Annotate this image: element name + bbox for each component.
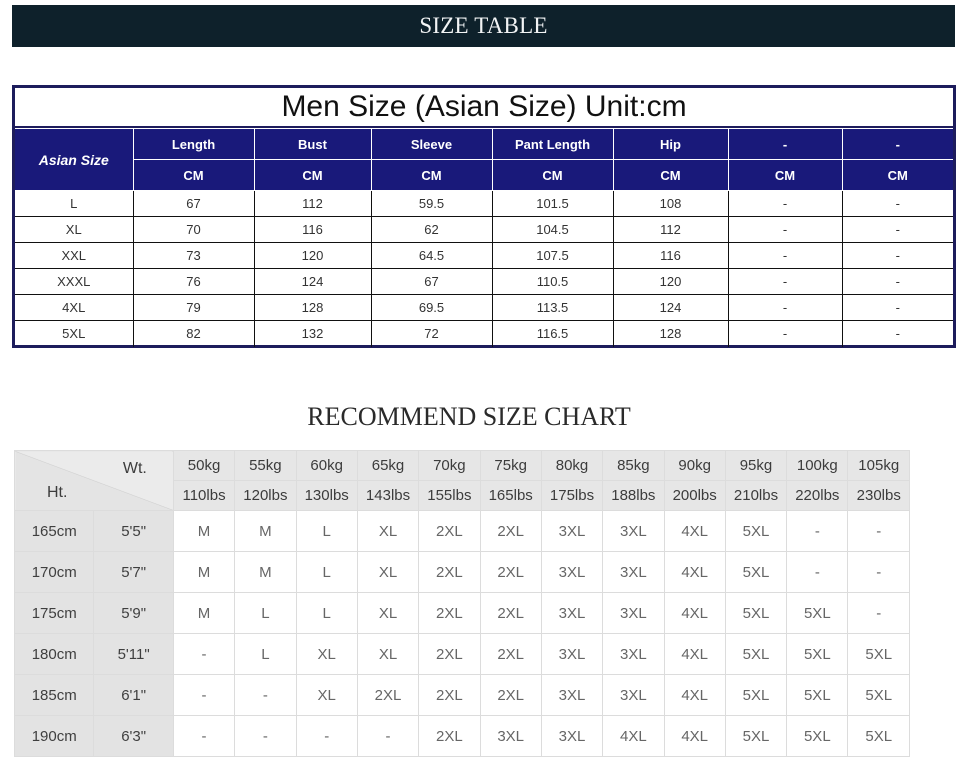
height-cm-cell: 170cm [15, 552, 94, 593]
weight-kg-header: 55kg [235, 451, 296, 481]
men-size-table [12, 85, 956, 348]
measurement-cell: - [842, 269, 953, 295]
height-ft-cell: 6'1" [94, 675, 173, 716]
recommended-size-cell: 3XL [541, 593, 602, 634]
recommended-size-cell: 3XL [541, 552, 602, 593]
size-label-cell: 4XL [15, 295, 133, 321]
recommended-size-cell: 5XL [848, 716, 910, 757]
recommended-size-cell: XL [357, 511, 418, 552]
recommended-size-cell: - [357, 716, 418, 757]
measurement-cell: - [728, 217, 842, 243]
measurement-cell: 108 [613, 191, 728, 217]
recommended-size-cell: 5XL [848, 675, 910, 716]
recommended-size-cell: 2XL [419, 511, 480, 552]
measurement-cell: - [728, 269, 842, 295]
weight-lbs-header: 175lbs [541, 481, 602, 511]
weight-kg-header: 85kg [603, 451, 664, 481]
recommended-size-cell: - [848, 593, 910, 634]
table-row [15, 321, 953, 347]
measurement-cell: 124 [254, 269, 371, 295]
recommended-size-cell: 3XL [603, 552, 664, 593]
measurement-cell: 67 [371, 269, 492, 295]
table-row [15, 634, 910, 675]
column-header-sleeve: Sleeve [371, 129, 492, 160]
measurement-cell: 128 [613, 321, 728, 347]
table-row [15, 269, 953, 295]
recommended-size-cell: L [296, 552, 357, 593]
recommended-size-cell: 5XL [725, 675, 786, 716]
recommended-size-cell: 5XL [787, 593, 848, 634]
weight-kg-header: 80kg [541, 451, 602, 481]
weight-lbs-header: 210lbs [725, 481, 786, 511]
measurement-cell: - [842, 191, 953, 217]
recommend-chart-title: RECOMMEND SIZE CHART [307, 402, 631, 431]
size-table-banner [12, 5, 955, 47]
weight-axis-label: Wt. [122, 460, 147, 477]
measurement-cell: 128 [254, 295, 371, 321]
recommended-size-cell: - [173, 634, 234, 675]
recommended-size-cell: XL [296, 675, 357, 716]
column-header-pant-length: Pant Length [492, 129, 613, 160]
recommended-size-cell: - [787, 552, 848, 593]
measurement-cell: - [842, 217, 953, 243]
recommended-size-cell: 5XL [787, 634, 848, 675]
recommended-size-cell: 3XL [541, 675, 602, 716]
recommended-size-cell: 2XL [419, 634, 480, 675]
measurement-cell: - [842, 321, 953, 347]
height-axis-label: Ht. [47, 484, 68, 501]
weight-kg-header: 90kg [664, 451, 725, 481]
recommended-size-cell: 5XL [725, 716, 786, 757]
unit-label: CM [728, 160, 842, 191]
weight-lbs-header: 230lbs [848, 481, 910, 511]
measurement-cell: 120 [254, 243, 371, 269]
table-row [15, 716, 910, 757]
measurement-cell: 107.5 [492, 243, 613, 269]
unit-label: CM [133, 160, 254, 191]
weight-lbs-header: 143lbs [357, 481, 418, 511]
unit-label: CM [613, 160, 728, 191]
recommend-size-chart [14, 450, 910, 757]
recommended-size-cell: 5XL [787, 675, 848, 716]
weight-kg-header: 70kg [419, 451, 480, 481]
measurement-cell: - [728, 191, 842, 217]
column-header-asian-size: Asian Size [15, 129, 133, 191]
recommended-size-cell: 4XL [664, 634, 725, 675]
recommended-size-cell: M [235, 511, 296, 552]
recommended-size-cell: 2XL [419, 593, 480, 634]
table-row [15, 511, 910, 552]
height-cm-cell: 190cm [15, 716, 94, 757]
height-cm-cell: 165cm [15, 511, 94, 552]
recommended-size-cell: 2XL [480, 593, 541, 634]
size-label-cell: L [15, 191, 133, 217]
measurement-cell: 124 [613, 295, 728, 321]
recommended-size-cell: 2XL [480, 634, 541, 675]
recommended-size-cell: 3XL [603, 634, 664, 675]
table-row [15, 675, 910, 716]
weight-kg-header: 95kg [725, 451, 786, 481]
measurement-cell: 101.5 [492, 191, 613, 217]
weight-lbs-header: 165lbs [480, 481, 541, 511]
recommended-size-cell: M [235, 552, 296, 593]
recommended-size-cell: XL [357, 552, 418, 593]
measurement-cell: - [728, 243, 842, 269]
banner-title: SIZE TABLE [419, 13, 548, 38]
column-header-hip: Hip [613, 129, 728, 160]
weight-kg-header: 100kg [787, 451, 848, 481]
measurement-cell: 120 [613, 269, 728, 295]
height-cm-cell: 175cm [15, 593, 94, 634]
recommended-size-cell: 3XL [541, 511, 602, 552]
column-header-length: Length [133, 129, 254, 160]
measurement-cell: 62 [371, 217, 492, 243]
header-row-units [15, 160, 953, 191]
measurement-cell: 112 [254, 191, 371, 217]
measurement-cell: 132 [254, 321, 371, 347]
measurement-table [15, 128, 953, 347]
recommended-size-cell: 2XL [480, 511, 541, 552]
recommended-size-cell: 5XL [787, 716, 848, 757]
size-label-cell: XXXL [15, 269, 133, 295]
recommended-size-cell: M [173, 511, 234, 552]
measurement-cell: 70 [133, 217, 254, 243]
recommended-size-cell: XL [296, 634, 357, 675]
measurement-cell: 116 [613, 243, 728, 269]
height-cm-cell: 180cm [15, 634, 94, 675]
measurement-cell: 116.5 [492, 321, 613, 347]
measurement-cell: 72 [371, 321, 492, 347]
recommended-size-cell: M [173, 552, 234, 593]
unit-label: CM [254, 160, 371, 191]
recommended-size-cell: 3XL [541, 716, 602, 757]
recommended-size-cell: L [235, 634, 296, 675]
recommended-size-cell: 3XL [541, 634, 602, 675]
recommended-size-cell: 2XL [480, 675, 541, 716]
unit-label: CM [492, 160, 613, 191]
height-cm-cell: 185cm [15, 675, 94, 716]
recommended-size-cell: 2XL [480, 552, 541, 593]
recommended-size-cell: 5XL [848, 634, 910, 675]
recommended-size-cell: 3XL [603, 675, 664, 716]
recommended-size-cell: 2XL [357, 675, 418, 716]
men-size-table-title: Men Size (Asian Size) Unit:cm [15, 88, 953, 128]
recommended-size-cell: 2XL [419, 552, 480, 593]
recommended-size-cell: 5XL [725, 511, 786, 552]
measurement-cell: 67 [133, 191, 254, 217]
measurement-cell: - [728, 295, 842, 321]
measurement-cell: 110.5 [492, 269, 613, 295]
weight-kg-header: 75kg [480, 451, 541, 481]
size-label-cell: 5XL [15, 321, 133, 347]
recommended-size-cell: L [235, 593, 296, 634]
recommended-size-cell: 4XL [664, 675, 725, 716]
measurement-cell: 69.5 [371, 295, 492, 321]
height-ft-cell: 5'7" [94, 552, 173, 593]
recommended-size-cell: 2XL [419, 675, 480, 716]
recommended-size-cell: L [296, 511, 357, 552]
measurement-cell: 64.5 [371, 243, 492, 269]
size-label-cell: XXL [15, 243, 133, 269]
measurement-cell: 79 [133, 295, 254, 321]
measurement-cell: 73 [133, 243, 254, 269]
measurement-cell: 76 [133, 269, 254, 295]
measurement-cell: 112 [613, 217, 728, 243]
measurement-cell: 113.5 [492, 295, 613, 321]
table-row [15, 191, 953, 217]
recommended-size-cell: XL [357, 593, 418, 634]
measurement-cell: - [842, 295, 953, 321]
size-label-cell: XL [15, 217, 133, 243]
weight-kg-header: 65kg [357, 451, 418, 481]
weight-lbs-header: 120lbs [235, 481, 296, 511]
column-header-blank-1: - [728, 129, 842, 160]
recommended-size-cell: XL [357, 634, 418, 675]
measurement-cell: 116 [254, 217, 371, 243]
weight-kg-header: 60kg [296, 451, 357, 481]
measurement-cell: - [728, 321, 842, 347]
height-ft-cell: 5'9" [94, 593, 173, 634]
table-row [15, 217, 953, 243]
unit-label: CM [842, 160, 953, 191]
recommended-size-cell: - [787, 511, 848, 552]
recommended-size-cell: - [235, 716, 296, 757]
measurement-cell: 104.5 [492, 217, 613, 243]
height-ft-cell: 6'3" [94, 716, 173, 757]
recommended-size-cell: - [296, 716, 357, 757]
recommended-size-cell: 3XL [603, 511, 664, 552]
recommended-size-cell: 4XL [664, 552, 725, 593]
header-row-labels [15, 129, 953, 160]
weight-lbs-header: 155lbs [419, 481, 480, 511]
recommended-size-cell: 4XL [664, 716, 725, 757]
height-ft-cell: 5'5" [94, 511, 173, 552]
recommended-size-cell: 4XL [664, 593, 725, 634]
measurement-cell: - [842, 243, 953, 269]
measurement-cell: 82 [133, 321, 254, 347]
height-weight-corner [15, 451, 174, 511]
recommended-size-cell: 5XL [725, 593, 786, 634]
weight-lbs-header: 130lbs [296, 481, 357, 511]
recommended-size-cell: 4XL [603, 716, 664, 757]
recommended-size-cell: - [848, 552, 910, 593]
table-row [15, 243, 953, 269]
weight-lbs-header: 220lbs [787, 481, 848, 511]
weight-lbs-header: 188lbs [603, 481, 664, 511]
table-row [15, 295, 953, 321]
column-header-bust: Bust [254, 129, 371, 160]
recommended-size-cell: 3XL [480, 716, 541, 757]
height-ft-cell: 5'11" [94, 634, 173, 675]
recommended-size-cell: - [173, 675, 234, 716]
weight-kg-row [15, 451, 910, 481]
recommended-size-cell: - [848, 511, 910, 552]
weight-kg-header: 50kg [173, 451, 234, 481]
recommended-size-cell: - [235, 675, 296, 716]
table-row [15, 552, 910, 593]
column-header-blank-2: - [842, 129, 953, 160]
recommended-size-cell: 5XL [725, 634, 786, 675]
recommended-size-cell: - [173, 716, 234, 757]
weight-kg-header: 105kg [848, 451, 910, 481]
table-row [15, 593, 910, 634]
recommended-size-cell: 5XL [725, 552, 786, 593]
recommended-size-cell: 4XL [664, 511, 725, 552]
unit-label: CM [371, 160, 492, 191]
recommended-size-cell: M [173, 593, 234, 634]
recommended-size-cell: L [296, 593, 357, 634]
weight-lbs-header: 200lbs [664, 481, 725, 511]
recommended-size-cell: 2XL [419, 716, 480, 757]
measurement-cell: 59.5 [371, 191, 492, 217]
recommended-size-cell: 3XL [603, 593, 664, 634]
weight-lbs-header: 110lbs [173, 481, 234, 511]
